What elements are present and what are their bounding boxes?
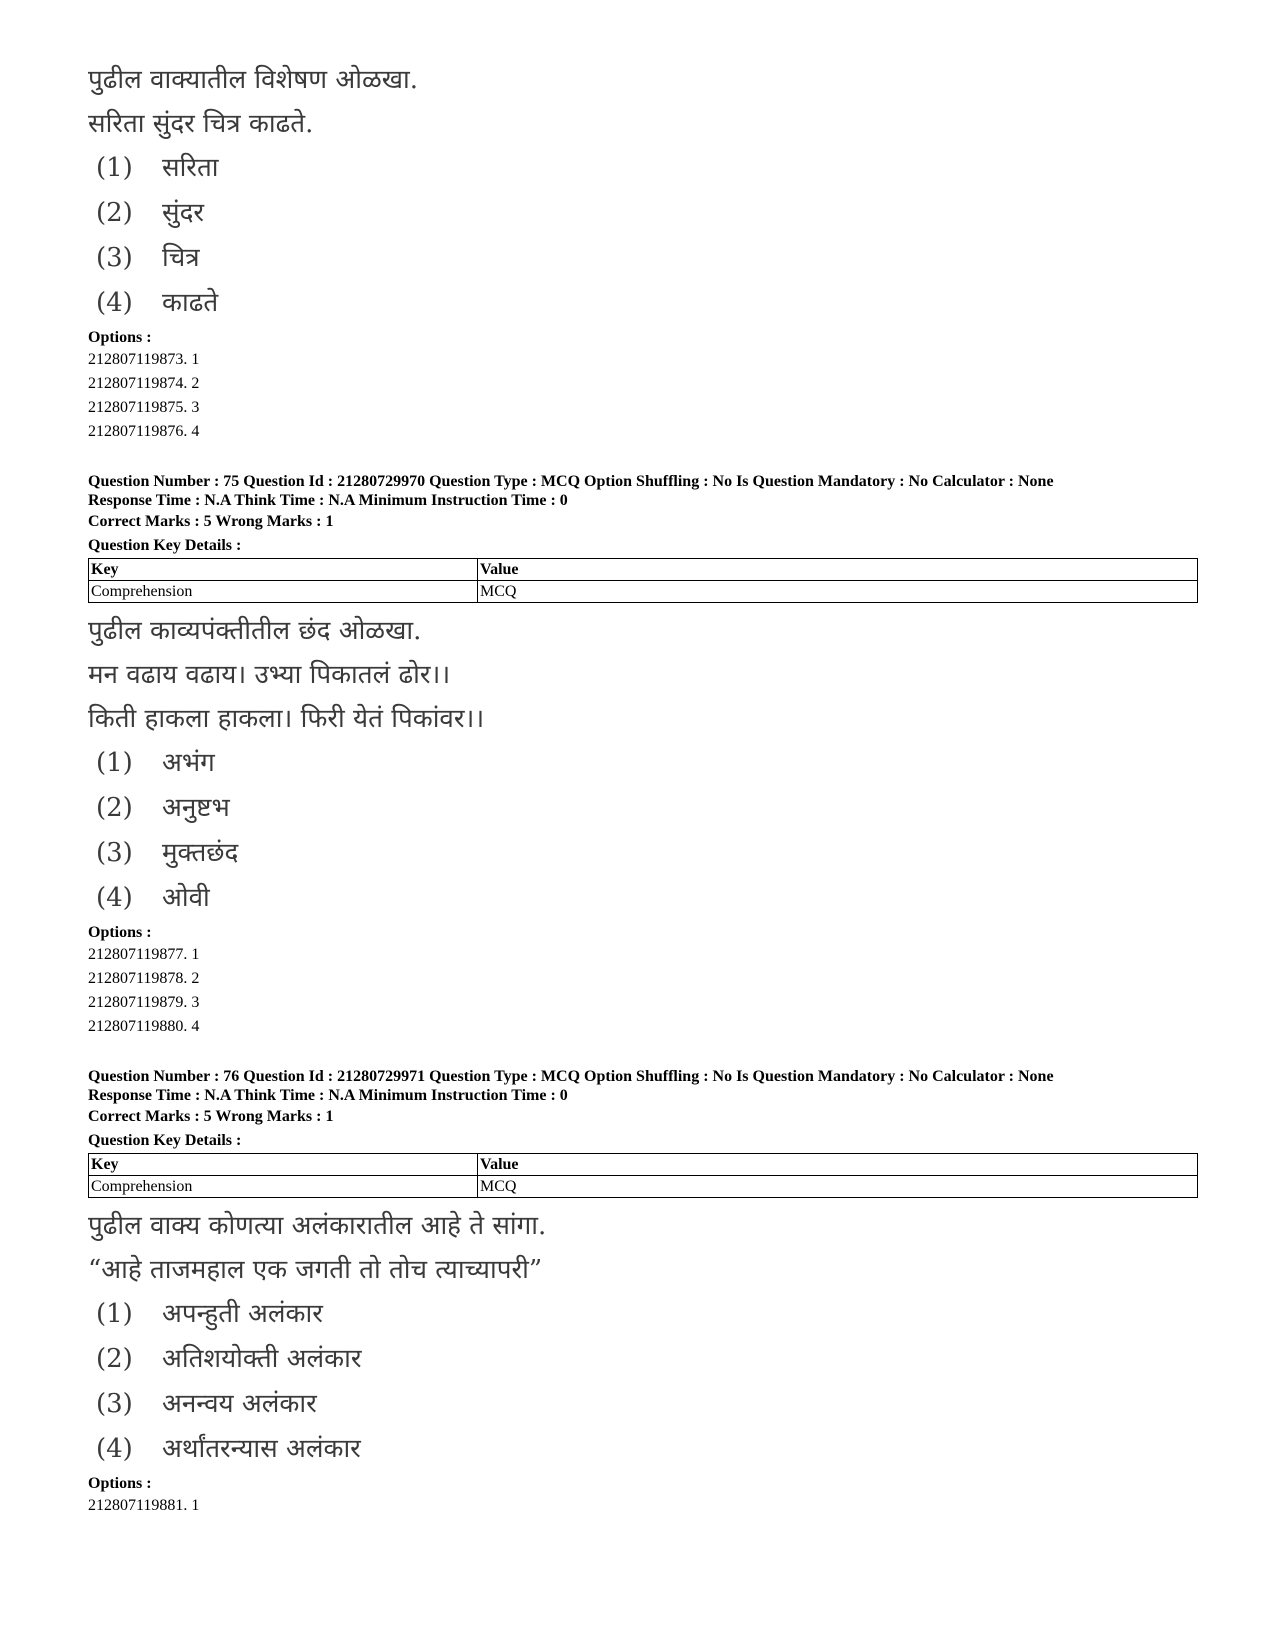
option-id-row: 212807119874. 2 — [88, 375, 200, 392]
choice-item — [88, 831, 1198, 876]
question-line: “आहे ताजमहाल एक जगती तो तोच त्याच्यापरी” — [88, 1255, 543, 1285]
choice-text: अर्थांतरन्यास अलंकार — [162, 1434, 361, 1464]
choice-item — [88, 1382, 1198, 1427]
choice-item — [88, 786, 1198, 831]
choice-number: (2) — [96, 1344, 133, 1374]
table-cell-value: MCQ — [478, 581, 1198, 603]
choice-item — [88, 1337, 1198, 1382]
question-marks: Correct Marks : 5 Wrong Marks : 1 — [88, 1108, 334, 1125]
choice-number: (3) — [96, 243, 133, 273]
question-line: पुढील वाक्य कोणत्या अलंकारातील आहे ते सांगा. — [88, 1211, 547, 1241]
table-header-value: Value — [478, 559, 1198, 581]
choice-number: (3) — [96, 1389, 133, 1419]
table-header-key: Key — [89, 559, 478, 581]
choice-text: सरिता — [162, 153, 219, 183]
question-image-76 — [88, 1204, 1198, 1472]
table-header-row — [89, 1154, 1198, 1176]
table-row — [89, 1176, 1198, 1198]
options-label: Options : — [88, 1475, 152, 1492]
choice-number: (1) — [96, 748, 133, 778]
option-id-row: 212807119879. 3 — [88, 994, 200, 1011]
question-timing: Response Time : N.A Think Time : N.A Minimum Instruction Time : 0 — [88, 1087, 568, 1104]
table-header-value: Value — [478, 1154, 1198, 1176]
choice-item — [88, 876, 1198, 921]
question-image-74 — [88, 58, 1198, 326]
choice-text: अपन्हुती अलंकार — [162, 1299, 323, 1329]
question-image-75 — [88, 609, 1198, 921]
question-line: पुढील काव्यपंक्तीतील छंद ओळखा. — [88, 616, 422, 646]
question-header: Question Number : 75 Question Id : 21280729970 Question Type : MCQ Option Shuffling : No Is Question Mandatory : No Calculator : None — [88, 473, 1054, 490]
document-page — [88, 58, 1198, 1518]
table-row — [89, 581, 1198, 603]
option-id-row: 212807119876. 4 — [88, 423, 200, 440]
choice-number: (1) — [96, 153, 133, 183]
option-id-row: 212807119873. 1 — [88, 351, 200, 368]
option-id-row: 212807119880. 4 — [88, 1018, 200, 1035]
choice-item — [88, 281, 1198, 326]
choice-item — [88, 236, 1198, 281]
key-details-label: Question Key Details : — [88, 537, 242, 554]
option-id-row: 212807119881. 1 — [88, 1497, 200, 1514]
options-label: Options : — [88, 329, 152, 346]
option-id-row: 212807119877. 1 — [88, 946, 200, 963]
key-details-label: Question Key Details : — [88, 1132, 242, 1149]
choice-text: अतिशयोक्ती अलंकार — [162, 1344, 362, 1374]
table-header-key: Key — [89, 1154, 478, 1176]
choice-text: अभंग — [162, 748, 215, 778]
question-timing: Response Time : N.A Think Time : N.A Minimum Instruction Time : 0 — [88, 492, 568, 509]
table-cell-key: Comprehension — [89, 1176, 478, 1198]
choice-item — [88, 741, 1198, 786]
choice-text: अनन्वय अलंकार — [162, 1389, 317, 1419]
choice-text: सुंदर — [162, 198, 205, 228]
choice-number: (2) — [96, 198, 133, 228]
choice-number: (4) — [96, 288, 133, 318]
choice-text: काढते — [162, 288, 219, 318]
choice-text: मुक्तछंद — [162, 838, 239, 868]
key-details-table — [88, 558, 1198, 603]
choice-item — [88, 1292, 1198, 1337]
choice-number: (4) — [96, 883, 133, 913]
question-marks: Correct Marks : 5 Wrong Marks : 1 — [88, 513, 334, 530]
choice-number: (1) — [96, 1299, 133, 1329]
choice-item — [88, 191, 1198, 236]
question-line: पुढील वाक्यातील विशेषण ओळखा. — [88, 65, 418, 95]
question-line: सरिता सुंदर चित्र काढते. — [88, 109, 314, 139]
choice-number: (3) — [96, 838, 133, 868]
option-id-row: 212807119875. 3 — [88, 399, 200, 416]
options-label: Options : — [88, 924, 152, 941]
choice-item — [88, 146, 1198, 191]
table-cell-value: MCQ — [478, 1176, 1198, 1198]
choice-number: (4) — [96, 1434, 133, 1464]
choice-text: चित्र — [162, 243, 200, 273]
question-header: Question Number : 76 Question Id : 21280729971 Question Type : MCQ Option Shuffling : No Is Question Mandatory : No Calculator : None — [88, 1068, 1054, 1085]
choice-item — [88, 1427, 1198, 1472]
question-line: किती हाकला हाकला। फिरी येतं पिकांवर।। — [88, 704, 485, 734]
table-header-row — [89, 559, 1198, 581]
choice-number: (2) — [96, 793, 133, 823]
option-id-row: 212807119878. 2 — [88, 970, 200, 987]
choice-text: ओवी — [162, 883, 210, 913]
choice-text: अनुष्टभ — [162, 793, 230, 823]
key-details-table — [88, 1153, 1198, 1198]
question-line: मन वढाय वढाय। उभ्या पिकातलं ढोर।। — [88, 660, 451, 690]
table-cell-key: Comprehension — [89, 581, 478, 603]
